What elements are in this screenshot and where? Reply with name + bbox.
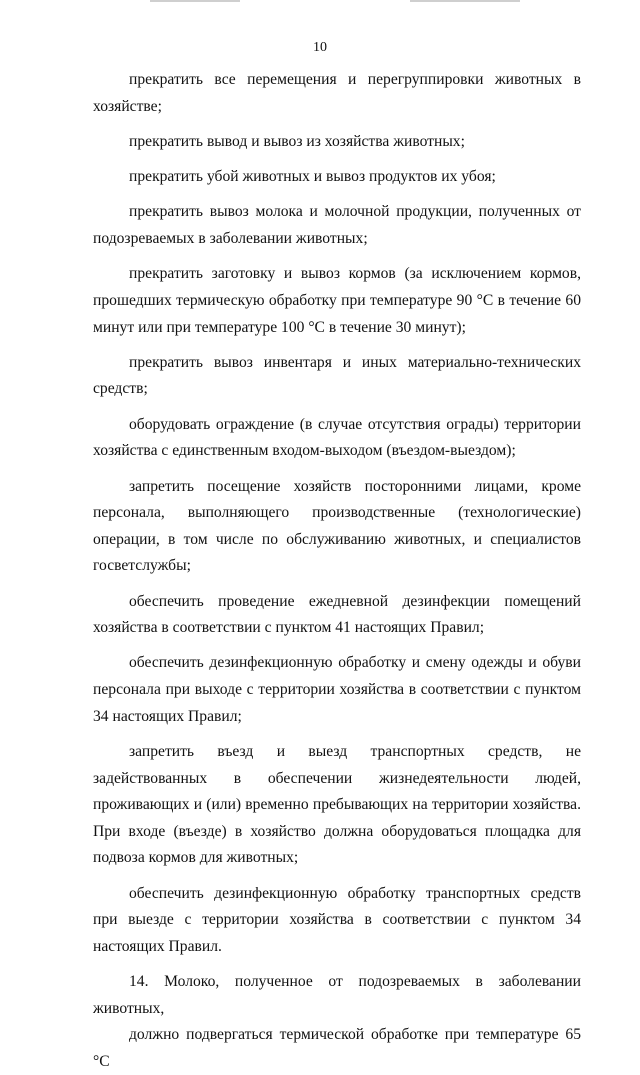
paragraph: прекратить заготовку и вывоз кормов (за исключением кормов, прошедших термическую обработку при температуре 90 °С в течение 60 минут или при температуре 100 °С в течение 30 минут); [93, 265, 581, 336]
paragraph: прекратить вывод и вывоз из хозяйства животных; [129, 132, 465, 150]
paragraph: запретить посещение хозяйств посторонними лицами, кроме персонала, выполняющего производственные (технологические) операции, в том числе по обслуживанию животных, и специалистов госветслужбы; [93, 477, 581, 575]
paragraph-continued [93, 969, 581, 1075]
paragraph: прекратить убой животных и вывоз продуктов их убоя; [129, 168, 496, 186]
document-body [93, 67, 581, 1075]
paragraph: запретить въезд и выезд транспортных средств, не задействованных в обеспечении жизнедеятельности людей, проживающих и (или) временно пребывающих на территории хозяйства. При входе (въезде) в хозяйство должна оборудоваться площадка для подвоза кормов для животных; [93, 742, 581, 867]
paragraph: оборудовать ограждение (в случае отсутствия ограды) территории хозяйства с единственным входом-выходом (въездом-выездом); [93, 415, 581, 460]
paragraph-continuation-line: должно подвергаться термической обработке при температуре 65 °С [93, 1026, 581, 1070]
scan-edge-mark [410, 0, 520, 2]
paragraph-first-line: 14. Молоко, полученное от подозреваемых в заболевании животных, [93, 973, 581, 1017]
page-number: 10 [313, 40, 327, 55]
paragraph: обеспечить проведение ежедневной дезинфекции помещений хозяйства в соответствии с пунктом 41 настоящих Правил; [93, 592, 581, 637]
paragraph: прекратить вывоз инвентаря и иных материально-технических средств; [93, 353, 581, 398]
paragraph: прекратить вывоз молока и молочной продукции, полученных от подозреваемых в заболевании животных; [93, 203, 581, 248]
paragraph: обеспечить дезинфекционную обработку транспортных средств при выезде с территории хозяйства в соответствии с пунктом 34 настоящих Правил. [93, 884, 581, 955]
scan-edge-mark [150, 0, 240, 2]
paragraph: прекратить все перемещения и перегруппировки животных в хозяйстве; [93, 71, 581, 115]
paragraph: обеспечить дезинфекционную обработку и смену одежды и обуви персонала при выходе с территории хозяйства в соответствии с пунктом 34 настоящих Правил; [93, 654, 581, 725]
